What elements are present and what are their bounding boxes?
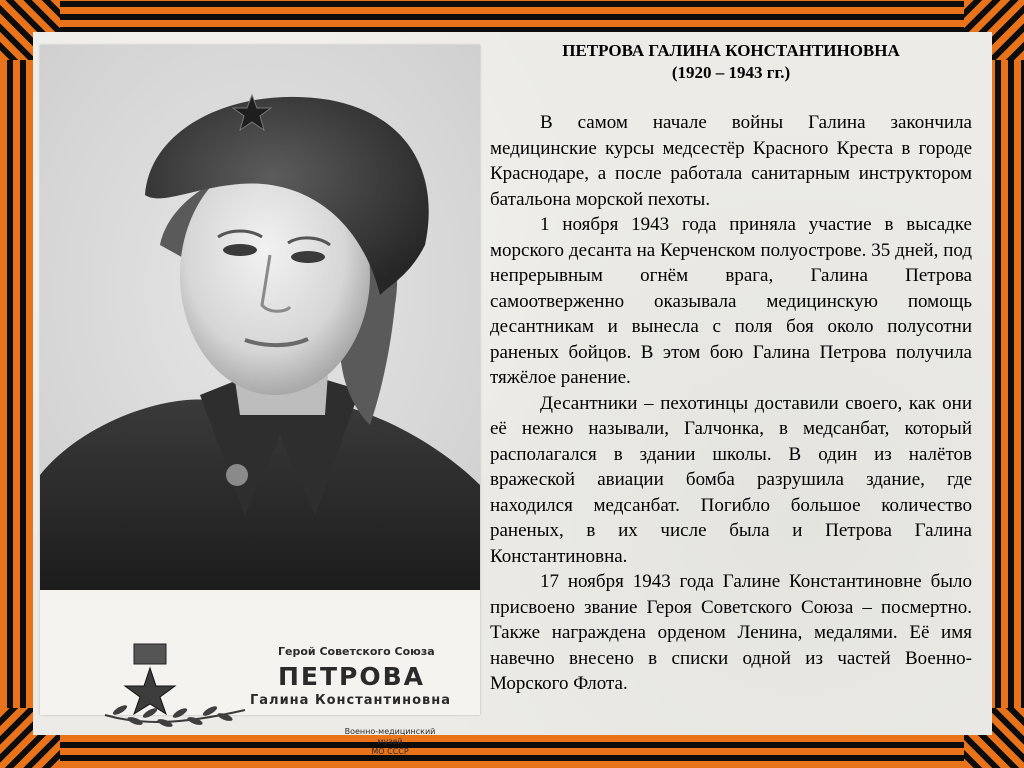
- caption-museum-line: Военно-медицинский музей: [344, 727, 436, 746]
- caption-museum: [340, 727, 440, 757]
- caption-museum-line: МО СССР: [371, 747, 409, 756]
- life-years: (1920 – 1943 гг.): [671, 63, 791, 82]
- paragraph: В самом начале войны Галина закончила медицинские курсы медсестёр Красного Креста в городе Краснодаре, а после работала санитарным инструктором батальона морской пехоты.: [490, 112, 972, 210]
- photo-caption: [40, 590, 480, 756]
- caption-title: Герой Советского Союза: [278, 645, 435, 658]
- ribbon-frame-right: [988, 0, 1024, 768]
- caption-surname: ПЕТРОВА: [278, 662, 426, 691]
- portrait-photo-card: [40, 45, 480, 756]
- caption-given-names: Галина Константиновна: [250, 693, 452, 708]
- paragraph: Десантники – пехотинцы доставили своего, как они её нежно называли, Галчонка, в медсанбат, который располагался в здании школы. В один из налётов вражеской авиации бомба разрушила здание, где находился медсанбат. Погибло большое количество раненых, в их числе была и Петрова Галина Константиновна.: [490, 392, 972, 567]
- portrait-photo: [40, 45, 480, 590]
- ribbon-frame-left: [0, 0, 36, 768]
- laurel-branch-icon: [100, 655, 250, 735]
- biography-text-block: [490, 40, 972, 697]
- paragraph: 17 ноября 1943 года Галине Константиновне было присвоено звание Героя Советского Союза – посмертно. Также награждена орденом Ленина, медалями. Её имя навечно внесено в списки одной из частей Военно-Морского Флота.: [490, 571, 972, 694]
- page-title: ПЕТРОВА ГАЛИНА КОНСТАНТИНОВНА: [562, 41, 900, 60]
- paragraph: 1 ноября 1943 года приняла участие в высадке морского десанта на Керченском полуострове. 35 дней, под непрерывным огнём врага, Галина Петрова самоотверженно оказывала медицинскую помощь десантникам и вынесла с поля боя около полусотни раненых бойцов. В этом бою Галина Петрова получила тяжёлое ранение.: [490, 214, 972, 388]
